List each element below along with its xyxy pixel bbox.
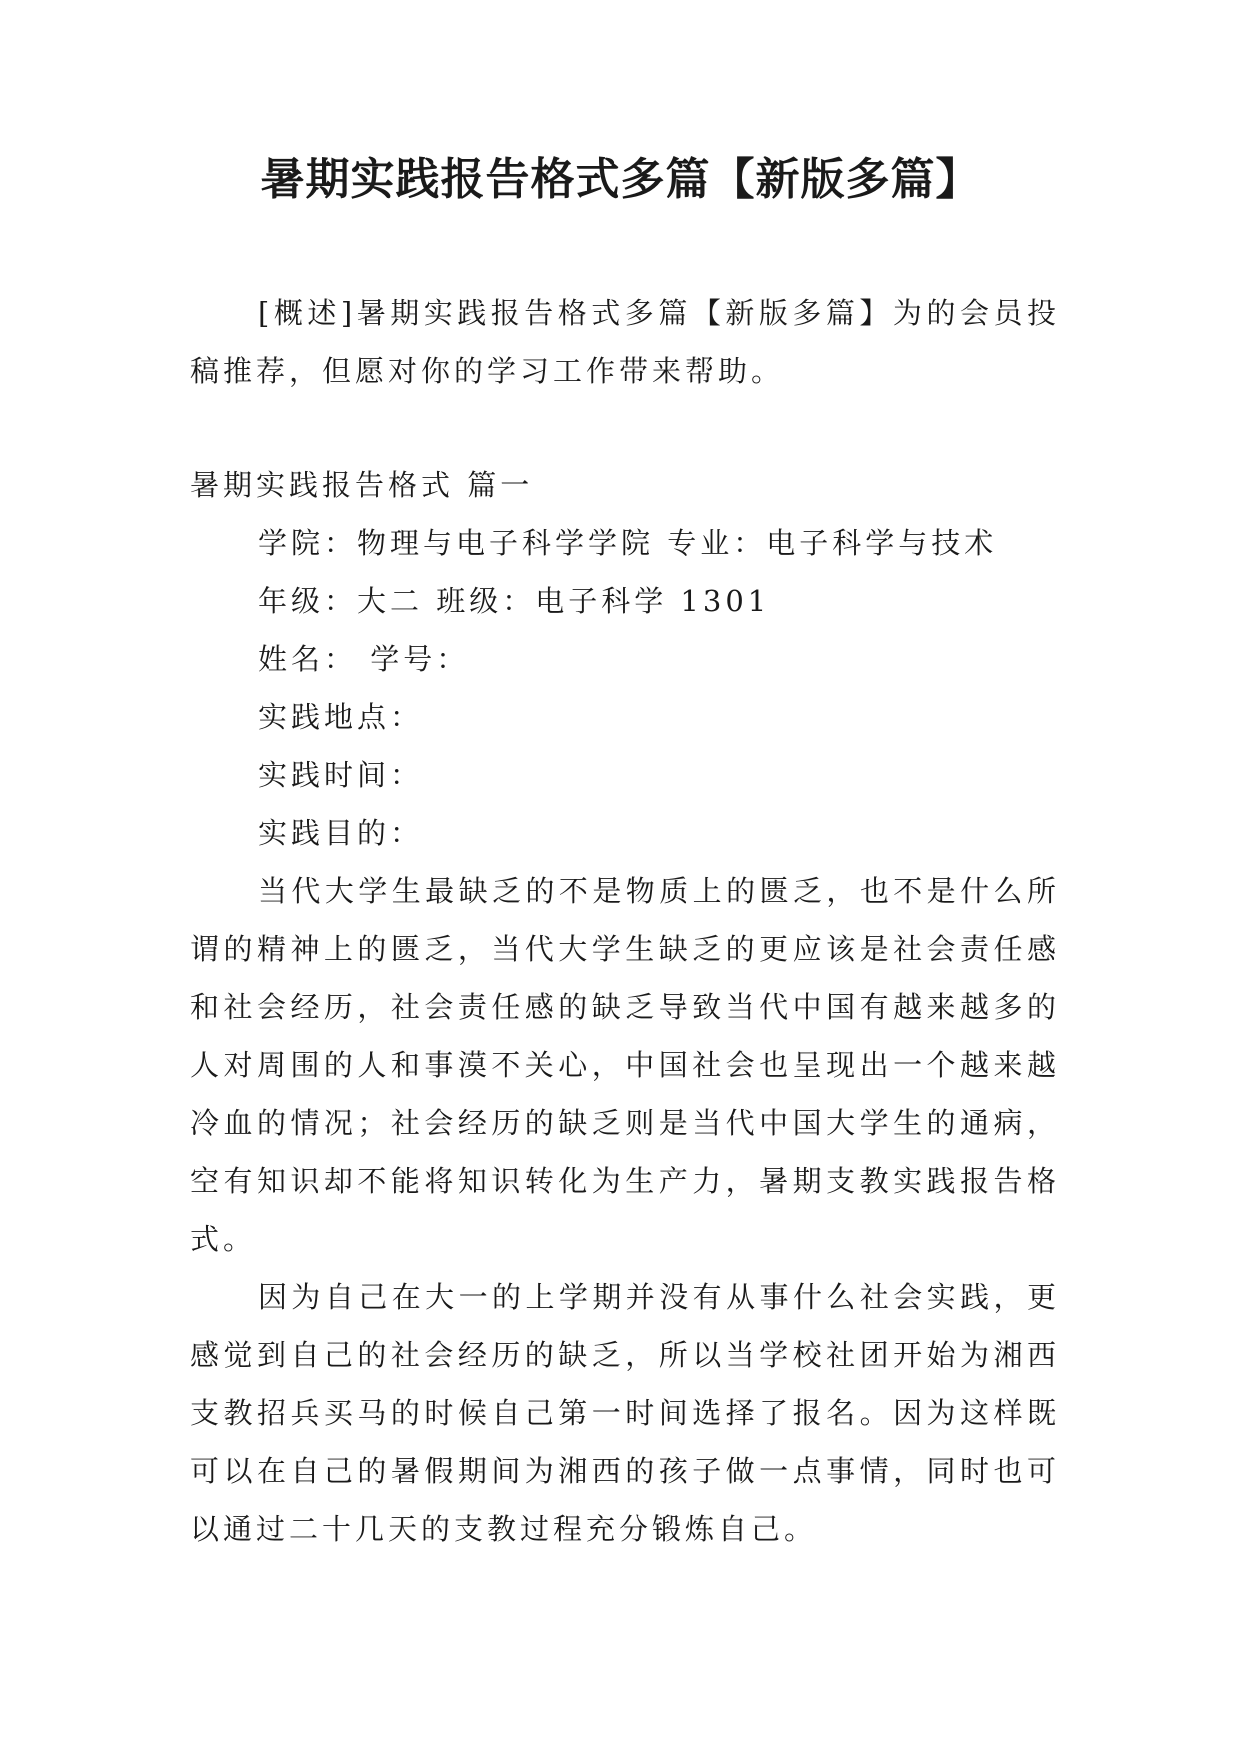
field-location: 实践地点： [258,700,424,734]
body-paragraph: 当代大学生最缺乏的不是物质上的匮乏，也不是什么所谓的精神上的匮乏，当代大学生缺乏的更应该是社会责任感和社会经历，社会责任感的缺乏导致当代中国有越来越多的人对周围的人和事漠不关心，中国社会也呈现出一个越来越冷血的情况；社会经历的缺乏则是当代中国大学生的通病，空有知识却不能将知识转化为生产力，暑期支教实践报告格式。 [190,874,1060,1256]
field-purpose: 实践目的： [258,816,424,850]
field-college-major: 学院：物理与电子科学学院 专业：电子科学与技术 [258,526,998,560]
document-title: 暑期实践报告格式多篇【新版多篇】 [260,154,981,205]
field-time: 实践时间： [258,758,424,792]
field-grade-class: 年级：大二 班级：电子科学 1301 [258,584,771,618]
body-paragraph: 因为自己在大一的上学期并没有从事什么社会实践，更感觉到自己的社会经历的缺乏，所以当学校社团开始为湘西支教招兵买马的时候自己第一时间选择了报名。因为这样既可以在自己的暑假期间为湘西的孩子做一点事情，同时也可以通过二十几天的支教过程充分锻炼自己。 [190,1280,1060,1546]
section-heading: 暑期实践报告格式 篇一 [190,468,534,502]
summary-paragraph: [概述]暑期实践报告格式多篇【新版多篇】为的会员投稿推荐，但愿对你的学习工作带来帮助。 [190,296,1060,388]
section-one [190,456,1060,1558]
summary-block [190,284,1060,400]
field-name-id: 姓名： 学号： [258,642,470,676]
